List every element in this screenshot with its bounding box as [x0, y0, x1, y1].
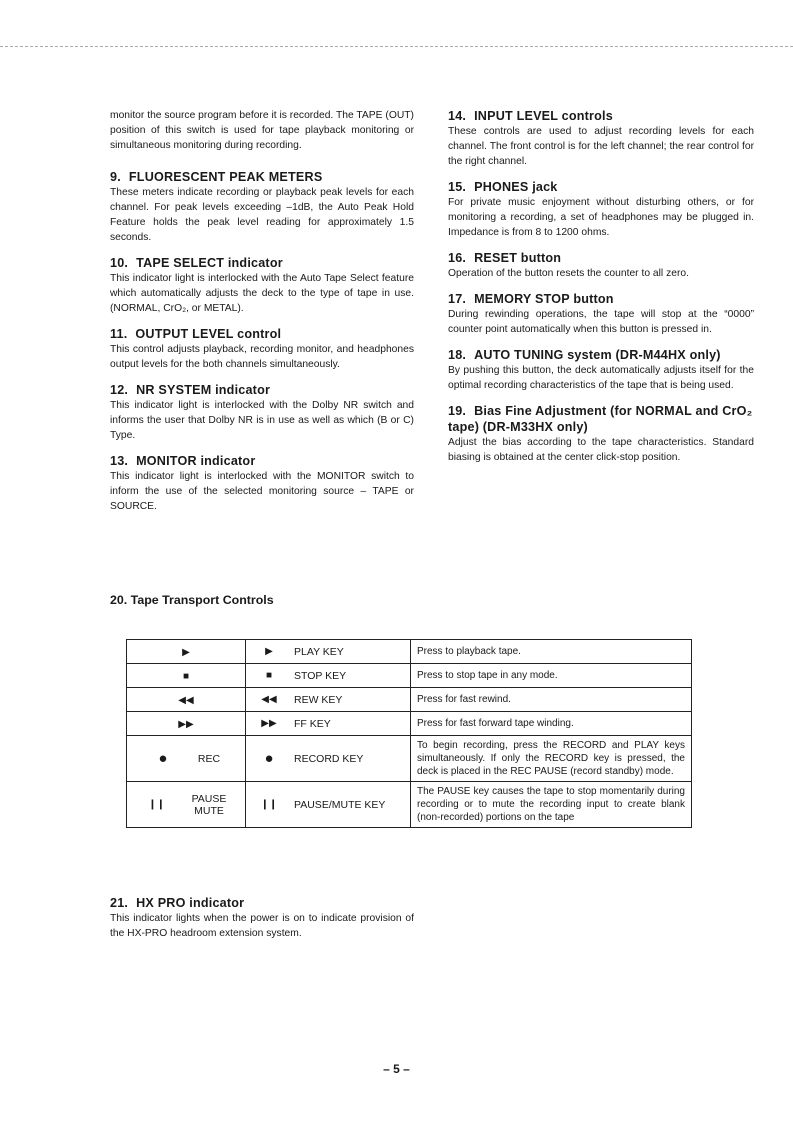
panel-cell [127, 664, 246, 688]
record-icon: ● [158, 749, 168, 767]
panel-label: REC [197, 752, 221, 765]
description-cell: Press to stop tape in any mode. [411, 664, 692, 688]
section-heading: 17. MEMORY STOP button [448, 292, 614, 306]
description-cell: Press for fast rewind. [411, 688, 692, 712]
key-name: RECORD KEY [294, 752, 364, 765]
section-body: Operation of the button resets the counter to all zero. [448, 268, 689, 279]
section-body: This control adjusts playback, recording monitor, and headphones output levels for the both channels simultaneously. [110, 344, 414, 370]
section-18 [448, 347, 754, 393]
key-cell [246, 640, 411, 664]
play-icon: ▶ [265, 646, 273, 657]
play-icon: ▶ [182, 646, 190, 658]
table-row [127, 664, 692, 688]
pause-icon: ❙❙ [148, 799, 165, 810]
key-name: FF KEY [294, 717, 331, 730]
section-heading: 13. MONITOR indicator [110, 454, 256, 468]
stop-icon: ■ [182, 670, 190, 682]
panel-label: PAUSE MUTE [191, 792, 227, 817]
section-17 [448, 291, 754, 337]
section-9 [110, 169, 414, 245]
section-heading: 21. HX PRO indicator [110, 896, 245, 910]
panel-cell [127, 782, 246, 828]
section-body: This indicator light is interlocked with the Auto Tape Select feature which automatically adjusts the deck to the type of tape in use. (NORMAL, CrO₂, or METAL). [110, 273, 414, 314]
section-body: This indicator light is interlocked with the MONITOR switch to inform the use of the selected monitoring source – TAPE or SOURCE. [110, 471, 414, 512]
pause-icon: ❙❙ [260, 799, 278, 810]
key-cell [246, 664, 411, 688]
fast-forward-icon: ▶▶ [178, 718, 194, 730]
section-body: These controls are used to adjust recording levels for each channel. The front control is for the left channel; the rear control for the right channel. [448, 126, 754, 167]
panel-cell [127, 688, 246, 712]
key-name: STOP KEY [294, 669, 347, 682]
section-heading: 14. INPUT LEVEL controls [448, 109, 613, 123]
stop-icon: ■ [265, 670, 273, 681]
key-cell [246, 688, 411, 712]
panel-cell [127, 736, 246, 782]
section-heading: 12. NR SYSTEM indicator [110, 383, 271, 397]
description-cell: Press for fast forward tape winding. [411, 712, 692, 736]
section-16 [448, 250, 754, 281]
table-row [127, 640, 692, 664]
intro-paragraph: monitor the source program before it is recorded. The TAPE (OUT) position of this switch is used for tape playback monitoring or simultaneous monitoring during recording. [110, 110, 414, 151]
section-11 [110, 326, 414, 372]
section-body: This indicator light is interlocked with the Dolby NR switch and informs the user that Dolby NR is in use as well as which (B or C) Type. [110, 400, 414, 441]
key-name: REW KEY [294, 693, 343, 706]
section-heading: 19. Bias Fine Adjustment (for NORMAL and CrO₂ tape) (DR-M33HX only) [448, 404, 753, 434]
rewind-icon: ◀◀ [178, 694, 194, 706]
section-body: For private music enjoyment without disturbing others, or for monitoring a recording, a set of headphones may be plugged in. Impedance is from 8 to 1200 ohms. [448, 197, 754, 238]
key-name: PLAY KEY [294, 645, 344, 658]
description-cell: To begin recording, press the RECORD and PLAY keys simultaneously. If only the RECORD key is pressed, the deck is placed in the REC PAUSE (record standby) mode. [411, 736, 692, 782]
section-heading: 18. AUTO TUNING system (DR-M44HX only) [448, 348, 721, 362]
transport-heading: 20. Tape Transport Controls [110, 593, 274, 607]
section-15 [448, 179, 754, 240]
section-heading: 10. TAPE SELECT indicator [110, 256, 283, 270]
panel-cell [127, 640, 246, 664]
section-19 [448, 403, 754, 465]
table-row [127, 782, 692, 828]
rewind-icon: ◀◀ [261, 694, 277, 705]
fast-forward-icon: ▶▶ [261, 718, 277, 729]
key-cell [246, 712, 411, 736]
right-column [448, 108, 754, 475]
transport-table [126, 639, 692, 828]
page-number: – 5 – [383, 1062, 410, 1076]
section-body: Adjust the bias according to the tape characteristics. Standard biasing is obtained at the center click-stop position. [448, 437, 754, 463]
panel-cell [127, 712, 246, 736]
section-body: During rewinding operations, the tape will stop at the “0000” counter point automatically when this button is pressed in. [448, 309, 754, 335]
page-top-rule [0, 46, 793, 47]
left-column [110, 108, 414, 524]
section-13 [110, 453, 414, 514]
record-icon: ● [264, 749, 274, 767]
table-row [127, 712, 692, 736]
key-cell [246, 782, 411, 828]
section-body: By pushing this button, the deck automatically adjusts itself for the optimal recording characteristics of the tape that is being used. [448, 365, 754, 391]
section-12 [110, 382, 414, 443]
section-heading: 9. FLUORESCENT PEAK METERS [110, 170, 323, 184]
description-cell: The PAUSE key causes the tape to stop momentarily during recording or to mute the recording input to create blank (non-recorded) portions on the tape [411, 782, 692, 828]
section-10 [110, 255, 414, 316]
description-cell: Press to playback tape. [411, 640, 692, 664]
section-heading: 16. RESET button [448, 251, 562, 265]
section-heading: 15. PHONES jack [448, 180, 558, 194]
section-21 [110, 895, 414, 941]
section-body: This indicator lights when the power is on to indicate provision of the HX-PRO headroom extension system. [110, 913, 414, 939]
section-14 [448, 108, 754, 169]
key-name: PAUSE/MUTE KEY [294, 798, 386, 811]
key-cell [246, 736, 411, 782]
section-heading: 11. OUTPUT LEVEL control [110, 327, 282, 341]
section-body: These meters indicate recording or playback peak levels for each channel. For peak levels exceeding –1dB, the Auto Peak Hold Feature holds the peak level reading for approximately 1.5 seconds. [110, 187, 414, 243]
table-row [127, 736, 692, 782]
table-row [127, 688, 692, 712]
